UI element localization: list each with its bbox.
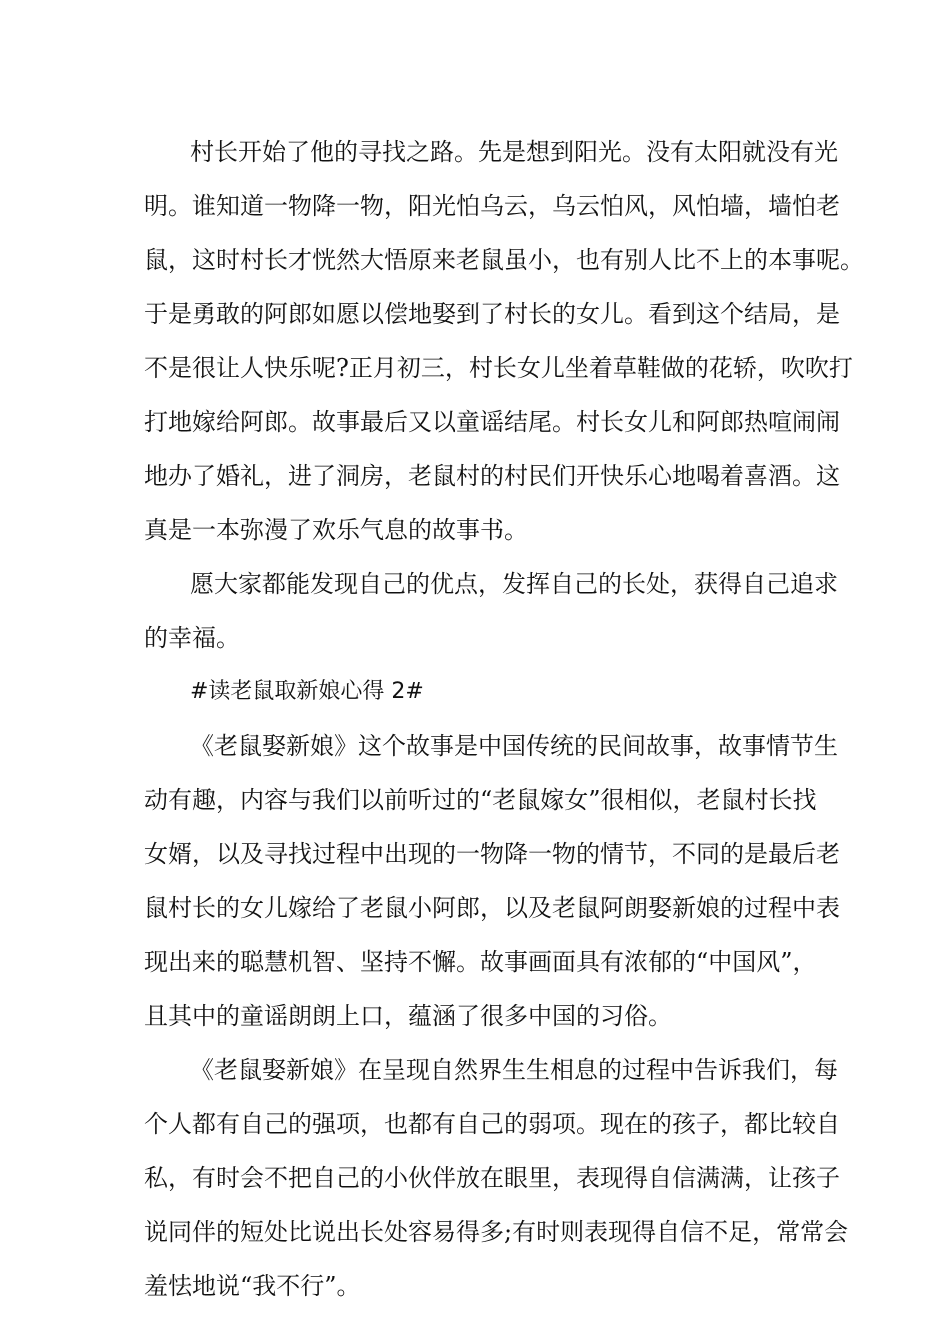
paragraph-3-line-5: 现出来的聪慧机智、坚持不懈。故事画面具有浓郁的“中国风”， [144, 948, 817, 976]
paragraph-4-line-4: 说同伴的短处比说出长处容易得多;有时则表现得自信不足，常常会 [144, 1218, 849, 1246]
paragraph-4-line-3: 私，有时会不把自己的小伙伴放在眼里，表现得自信满满，让孩子 [144, 1164, 840, 1192]
paragraph-3-line-2: 动有趣，内容与我们以前听过的“老鼠嫁女”很相似，老鼠村长找 [144, 786, 817, 814]
paragraph-4-line-5: 羞怯地说“我不行”。 [144, 1272, 361, 1300]
paragraph-3-line-4: 鼠村长的女儿嫁给了老鼠小阿郎，以及老鼠阿朗娶新娘的过程中表 [144, 894, 840, 922]
paragraph-1-line-2: 明。谁知道一物降一物，阳光怕乌云，乌云怕风，风怕墙，墙怕老 [144, 192, 840, 220]
paragraph-1-line-1: 村长开始了他的寻找之路。先是想到阳光。没有太阳就没有光 [190, 138, 838, 166]
paragraph-3-line-6: 且其中的童谣朗朗上口，蕴涵了很多中国的习俗。 [144, 1002, 672, 1030]
paragraph-4-line-2: 个人都有自己的强项，也都有自己的弱项。现在的孩子，都比较自 [144, 1110, 840, 1138]
paragraph-3-line-1: 《老鼠娶新娘》这个故事是中国传统的民间故事，故事情节生 [190, 732, 838, 760]
paragraph-3-line-3: 女婿，以及寻找过程中出现的一物降一物的情节，不同的是最后老 [144, 840, 840, 868]
paragraph-1-line-7: 地办了婚礼，进了洞房，老鼠村的村民们开快乐心地喝着喜酒。这 [144, 462, 840, 490]
paragraph-1-line-3: 鼠，这时村长才恍然大悟原来老鼠虽小，也有别人比不上的本事呢。 [144, 246, 864, 274]
paragraph-1-line-5: 不是很让人快乐呢?正月初三，村长女儿坐着草鞋做的花轿，吹吹打 [144, 354, 853, 382]
paragraph-2-line-2: 的幸福。 [144, 624, 240, 652]
paragraph-2-line-1: 愿大家都能发现自己的优点，发挥自己的长处，获得自己追求 [190, 570, 838, 598]
paragraph-1-line-6: 打地嫁给阿郎。故事最后又以童谣结尾。村长女儿和阿郎热喧闹闹 [144, 408, 840, 436]
section-heading: #读老鼠取新娘心得 2# [190, 679, 424, 704]
paragraph-1-line-8: 真是一本弥漫了欢乐气息的故事书。 [144, 516, 528, 544]
paragraph-1-line-4: 于是勇敢的阿郎如愿以偿地娶到了村长的女儿。看到这个结局，是 [144, 300, 840, 328]
paragraph-4-line-1: 《老鼠娶新娘》在呈现自然界生生相息的过程中告诉我们，每 [190, 1056, 838, 1084]
